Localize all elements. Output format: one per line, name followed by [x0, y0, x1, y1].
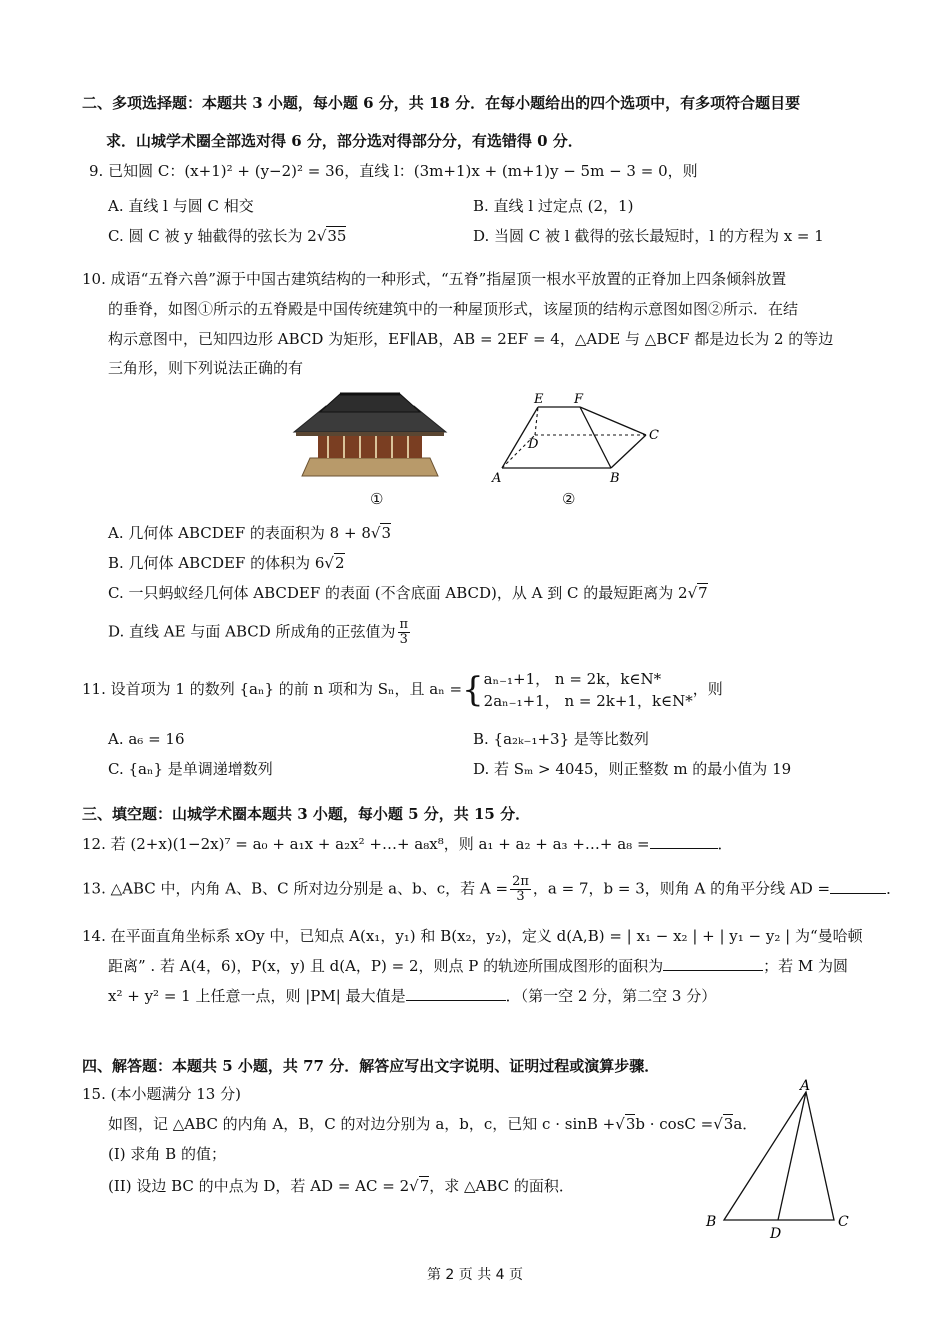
point-label-c: C: [649, 428, 659, 443]
triangle-abc-diagram: [700, 1078, 860, 1244]
triangle-label-a: A: [800, 1078, 811, 1094]
q10-option-a: A. 几何体 ABCDEF 的表面积为 8 + 8√3: [108, 524, 391, 542]
q13-text: 13. △ABC 中，内角 A、B、C 所对边分别是 a、b、c，若 A = $\frac{2\pi}{3}$ ，a = 7，b = 3，则角 A 的角平分线 AD = ．: [82, 874, 902, 904]
q9-option-c: C. 圆 C 被 y 轴截得的弦长为 2√35: [108, 227, 347, 245]
triangle-label-c: C: [838, 1214, 849, 1230]
q9-option-a: A. 直线 l 与圆 C 相交: [108, 197, 254, 215]
q10-line2: 的垂脊，如图①所示的五脊殿是中国传统建筑中的一种屋顶形式，该屋顶的结构示意图如图②所示．在结: [108, 300, 799, 318]
figure-1-label: ①: [370, 490, 384, 508]
q14-line2: 距离” . 若 A(4，6)，P(x，y) 且 d(A，P) = 2，则点 P 的轨迹所围成图形的面积为 ；若 M 为圆: [108, 957, 849, 975]
q15-part2: (II) 设边 BC 的中点为 D，若 AD = AC = 2√7，求 △ABC 的面积．: [108, 1177, 574, 1195]
q9-option-d: D. 当圆 C 被 l 截得的弦长最短时，l 的方程为 x = 1: [473, 227, 824, 245]
section2-header-line1: 二、多项选择题：本题共 3 小题，每小题 6 分，共 18 分．在每小题给出的四个选项中，有多项符合题目要: [82, 94, 801, 112]
q15-title: 15. (本小题满分 13 分): [82, 1085, 241, 1103]
q11-option-b: B. {a₂ₖ₋₁+3} 是等比数列: [473, 730, 649, 748]
q11-option-a: A. a₆ = 16: [108, 730, 185, 748]
point-label-f: F: [574, 392, 584, 407]
q12-text: 12. 若 (2+x)(1−2x)⁷ = a₀ + a₁x + a₂x² +…+ a₈x⁸，则 a₁ + a₂ + a₃ +…+ a₈ = ．: [82, 835, 733, 853]
q10-line1: 10. 成语“五脊六兽”源于中国古建筑结构的一种形式，“五脊”指屋顶一根水平放置的正脊加上四条倾斜放置: [82, 270, 787, 288]
roof-structure-diagram: [480, 388, 670, 488]
point-label-d: D: [528, 437, 539, 452]
q11-option-c: C. {aₙ} 是单调递增数列: [108, 760, 273, 778]
point-label-a: A: [492, 471, 502, 486]
triangle-label-d: D: [770, 1226, 782, 1242]
q10-line3: 构示意图中，已知四边形 ABCD 为矩形，EF∥AB，AB = 2EF = 4，△ADE 与 △BCF 都是边长为 2 的等边: [108, 330, 834, 348]
page-footer: 第 2 页 共 4 页: [426, 1267, 524, 1283]
triangle-label-b: B: [706, 1214, 717, 1230]
section3-header: 三、填空题：山城学术圈本题共 3 小题，每小题 5 分，共 15 分．: [82, 805, 531, 823]
q10-line4: 三角形，则下列说法正确的有: [108, 359, 304, 377]
point-label-b: B: [610, 471, 620, 486]
q11-stem: 11. 设首项为 1 的数列 {aₙ} 的前 n 项和为 Sₙ，且 aₙ ={ aₙ₋₁+1， n = 2k，k∈N* 2aₙ₋₁+1， n = 2k+1，k∈N* ，则: [82, 670, 723, 710]
figure-2-label: ②: [562, 490, 576, 508]
point-label-e: E: [534, 392, 544, 407]
section2-header-line2: 求．山城学术圈全部选对得 6 分，部分选对得部分分，有选错得 0 分．: [106, 132, 583, 150]
q15-part1: (I) 求角 B 的值；: [108, 1145, 226, 1163]
section4-header: 四、解答题：本题共 5 小题，共 77 分．解答应写出文字说明、证明过程或演算步骤．: [82, 1057, 660, 1075]
q10-option-b: B. 几何体 ABCDEF 的体积为 6√2: [108, 554, 345, 572]
q9-stem: 9. 已知圆 C：(x+1)² + (y−2)² = 36，直线 l：(3m+1)x + (m+1)y − 5m − 3 = 0，则: [89, 162, 698, 180]
q14-line3: x² + y² = 1 上任意一点，则 |PM| 最大值是 ．（第一空 2 分，第二空 3 分）: [108, 987, 717, 1005]
q11-option-d: D. 若 Sₘ > 4045，则正整数 m 的最小值为 19: [473, 760, 792, 778]
q10-option-d: D. 直线 AE 与面 ABCD 所成角的正弦值为 $\frac{\pi}{3}$: [108, 617, 409, 647]
five-ridge-hall-image: [290, 388, 450, 480]
q10-option-c: C. 一只蚂蚁经几何体 ABCDEF 的表面 (不含底面 ABCD)，从 A 到 C 的最短距离为 2√7: [108, 584, 708, 602]
q15-line1: 如图，记 △ABC 的内角 A，B，C 的对边分别为 a，b，c，已知 c · sinB +√3b · cosC =√3a．: [108, 1115, 758, 1133]
q9-option-b: B. 直线 l 过定点 (2，1): [473, 197, 634, 215]
q14-line1: 14. 在平面直角坐标系 xOy 中，已知点 A(x₁，y₁) 和 B(x₂，y₂)，定义 d(A,B) = | x₁ − x₂ | + | y₁ − y₂ | 为“曼哈顿: [82, 927, 863, 945]
